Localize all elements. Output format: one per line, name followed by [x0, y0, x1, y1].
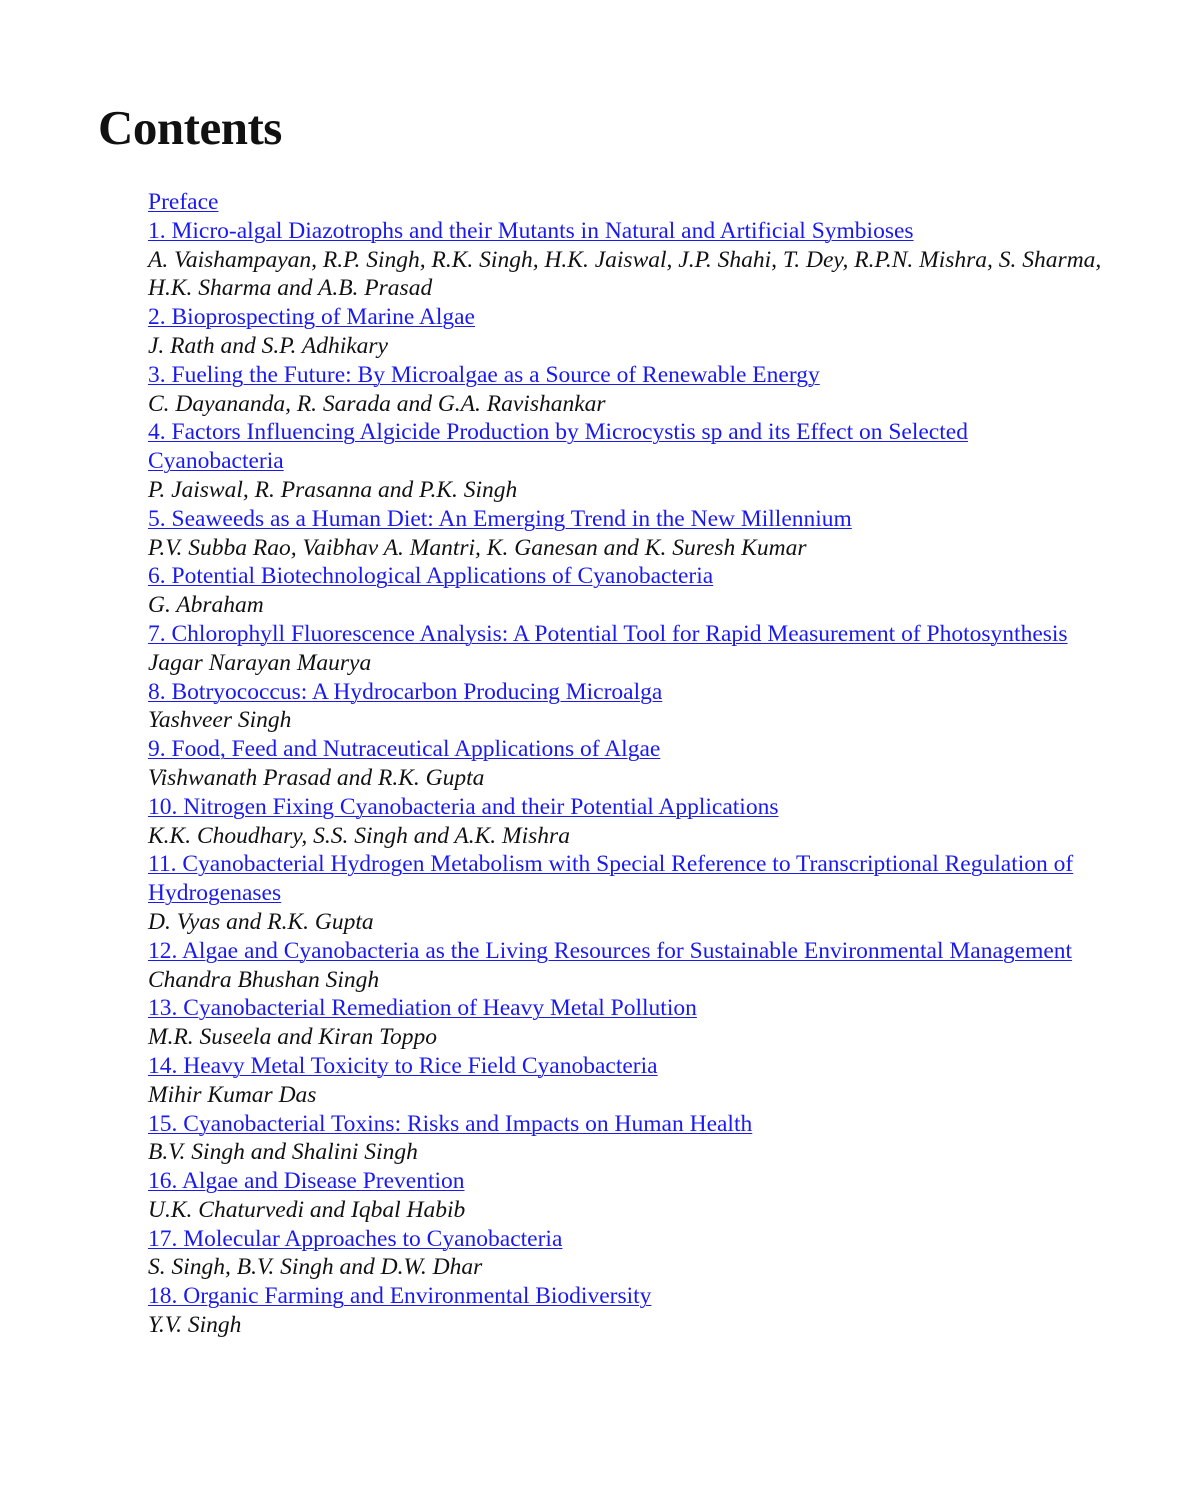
chapter-link[interactable]: 15. Cyanobacterial Toxins: Risks and Impacts on Human Health: [148, 1110, 753, 1137]
chapter-authors: Y.V. Singh: [148, 1312, 242, 1339]
chapter-authors: C. Dayananda, R. Sarada and G.A. Ravishankar: [148, 390, 606, 417]
chapter-authors: U.K. Chaturvedi and Iqbal Habib: [148, 1196, 466, 1223]
chapter-link[interactable]: 10. Nitrogen Fixing Cyanobacteria and their Potential Applications: [148, 793, 779, 820]
chapter-link[interactable]: 14. Heavy Metal Toxicity to Rice Field Cyanobacteria: [148, 1052, 658, 1079]
chapter-link[interactable]: 16. Algae and Disease Prevention: [148, 1168, 465, 1195]
chapter-authors: P. Jaiswal, R. Prasanna and P.K. Singh: [148, 476, 518, 503]
chapter-authors: B.V. Singh and Shalini Singh: [148, 1139, 418, 1166]
chapter-authors: J. Rath and S.P. Adhikary: [148, 332, 388, 359]
table-of-contents: [148, 188, 1108, 1340]
preface-link[interactable]: Preface: [148, 189, 219, 215]
chapter-authors: M.R. Suseela and Kiran Toppo: [148, 1024, 437, 1051]
chapter-link[interactable]: 18. Organic Farming and Environmental Biodiversity: [148, 1283, 652, 1310]
chapter-authors: S. Singh, B.V. Singh and D.W. Dhar: [148, 1254, 483, 1281]
chapter-link[interactable]: 7. Chlorophyll Fluorescence Analysis: A Potential Tool for Rapid Measurement of Photosynthesis: [148, 620, 1068, 647]
chapter-authors: Jagar Narayan Maurya: [148, 649, 372, 676]
chapter-link[interactable]: 6. Potential Biotechnological Applications of Cyanobacteria: [148, 563, 714, 590]
chapter-link[interactable]: 12. Algae and Cyanobacteria as the Living Resources for Sustainable Environmental Management: [148, 937, 1073, 964]
chapter-authors: P.V. Subba Rao, Vaibhav A. Mantri, K. Ganesan and K. Suresh Kumar: [148, 534, 807, 561]
chapter-authors: D. Vyas and R.K. Gupta: [148, 908, 374, 935]
chapter-link[interactable]: 4. Factors Influencing Algicide Production by Microcystis sp and its Effect on Selected Cyanobacteria: [148, 419, 968, 475]
chapter-link[interactable]: 11. Cyanobacterial Hydrogen Metabolism with Special Reference to Transcriptional Regulation of Hydrogenases: [148, 851, 1074, 907]
chapter-authors: A. Vaishampayan, R.P. Singh, R.K. Singh, H.K. Jaiswal, J.P. Shahi, T. Dey, R.P.N. Mishra, S. Sharma, H.K. Sharma and A.B. Prasad: [148, 246, 1102, 302]
chapter-link[interactable]: 8. Botryococcus: A Hydrocarbon Producing Microalga: [148, 678, 663, 705]
chapter-link[interactable]: 13. Cyanobacterial Remediation of Heavy Metal Pollution: [148, 995, 697, 1022]
chapter-link[interactable]: 9. Food, Feed and Nutraceutical Applications of Algae: [148, 736, 661, 763]
chapter-authors: K.K. Choudhary, S.S. Singh and A.K. Mishra: [148, 822, 570, 849]
chapter-authors: Yashveer Singh: [148, 707, 292, 734]
chapter-link[interactable]: 3. Fueling the Future: By Microalgae as a Source of Renewable Energy: [148, 361, 820, 388]
chapter-link[interactable]: 17. Molecular Approaches to Cyanobacteria: [148, 1225, 563, 1252]
chapter-link[interactable]: 2. Bioprospecting of Marine Algae: [148, 304, 475, 331]
chapter-authors: Vishwanath Prasad and R.K. Gupta: [148, 764, 485, 791]
chapter-link[interactable]: 5. Seaweeds as a Human Diet: An Emerging Trend in the New Millennium: [148, 505, 852, 532]
chapter-link[interactable]: 1. Micro-algal Diazotrophs and their Mutants in Natural and Artificial Symbioses: [148, 217, 914, 244]
chapter-authors: G. Abraham: [148, 592, 264, 619]
page-title: Contents: [98, 100, 282, 155]
chapter-authors: Chandra Bhushan Singh: [148, 966, 380, 993]
chapter-authors: Mihir Kumar Das: [148, 1081, 317, 1108]
